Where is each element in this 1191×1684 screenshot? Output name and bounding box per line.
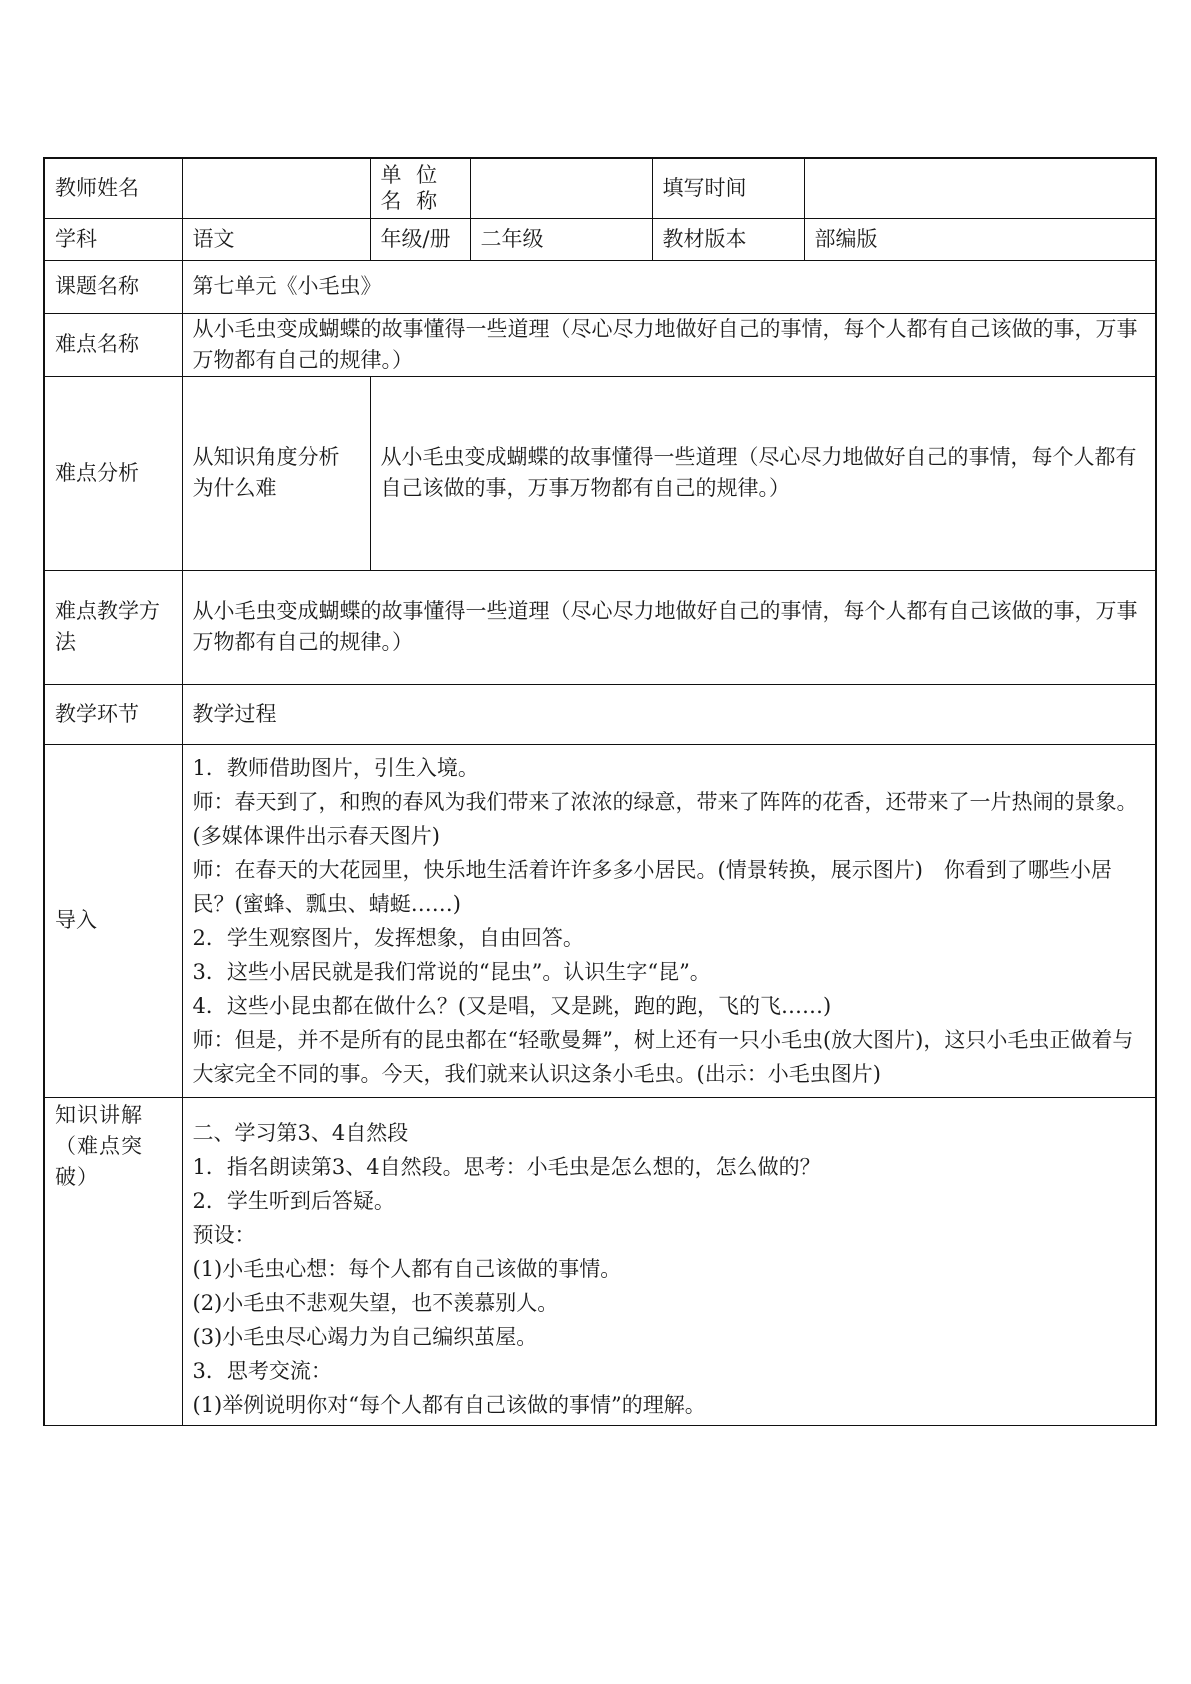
unit-name-value [470, 158, 652, 218]
topic-row [44, 260, 1156, 313]
intro-line: 师：在春天的大花园里，快乐地生活着许许多多小居民。(情景转换，展示图片) 你看到了哪些小居民？(蜜蜂、瓢虫、蜻蜓……) [192, 857, 1112, 916]
intro-row [44, 744, 1156, 1097]
analysis-row [44, 376, 1156, 570]
teacher-name-label: 教师姓名 [44, 158, 182, 218]
intro-line: 师：但是，并不是所有的昆虫都在“轻歌曼舞”，树上还有一只小毛虫(放大图片)，这只小毛虫正做着与大家完全不同的事。今天，我们就来认识这条小毛虫。(出示：小毛虫图片) [192, 1027, 1134, 1086]
section-header-row [44, 684, 1156, 744]
fill-time-label: 填写时间 [652, 158, 804, 218]
analysis-sub-label: 从知识角度分析为什么难 [182, 376, 370, 570]
lesson-plan-table [43, 157, 1157, 1426]
grade-label: 年级/册 [370, 218, 470, 260]
intro-line: 1．教师借助图片，引生入境。 [192, 755, 479, 780]
unit-name-label: 单 位 名 称 [370, 158, 470, 218]
intro-content [182, 744, 1156, 1097]
knowledge-row [44, 1097, 1156, 1425]
knowledge-line: (2)小毛虫不悲观失望，也不羡慕别人。 [192, 1290, 559, 1315]
knowledge-line: 预设： [192, 1222, 256, 1247]
analysis-value: 从小毛虫变成蝴蝶的故事懂得一些道理（尽心尽力地做好自己的事情，每个人都有自己该做的事，万事万物都有自己的规律。） [370, 376, 1156, 570]
header-row-2 [44, 218, 1156, 260]
teacher-name-value [182, 158, 370, 218]
subject-value: 语文 [182, 218, 370, 260]
edition-value: 部编版 [804, 218, 1156, 260]
knowledge-line: 2．学生听到后答疑。 [192, 1188, 395, 1213]
method-label: 难点教学方法 [44, 570, 182, 684]
difficulty-label: 难点名称 [44, 313, 182, 376]
knowledge-spacer [193, 1098, 1146, 1116]
edition-label: 教材版本 [652, 218, 804, 260]
subject-label: 学科 [44, 218, 182, 260]
knowledge-content [182, 1097, 1156, 1425]
section-label: 教学环节 [44, 684, 182, 744]
topic-label: 课题名称 [44, 260, 182, 313]
method-value: 从小毛虫变成蝴蝶的故事懂得一些道理（尽心尽力地做好自己的事情，每个人都有自己该做的事，万事万物都有自己的规律。） [182, 570, 1156, 684]
knowledge-line: (1)小毛虫心想：每个人都有自己该做的事情。 [192, 1256, 622, 1281]
knowledge-label: 知识讲解（难点突破） [44, 1097, 182, 1425]
grade-value: 二年级 [470, 218, 652, 260]
difficulty-row [44, 313, 1156, 376]
knowledge-line: 3．思考交流： [192, 1358, 332, 1383]
method-row [44, 570, 1156, 684]
analysis-label: 难点分析 [44, 376, 182, 570]
fill-time-value [804, 158, 1156, 218]
intro-line: 2．学生观察图片，发挥想象，自由回答。 [192, 925, 584, 950]
knowledge-line: 二、学习第3、4自然段 [192, 1120, 409, 1145]
intro-line: 3．这些小居民就是我们常说的“昆虫”。认识生字“昆”。 [192, 959, 711, 984]
difficulty-value: 从小毛虫变成蝴蝶的故事懂得一些道理（尽心尽力地做好自己的事情，每个人都有自己该做的事，万事万物都有自己的规律。） [182, 313, 1156, 376]
knowledge-line: (3)小毛虫尽心竭力为自己编织茧屋。 [192, 1324, 538, 1349]
topic-value: 第七单元《小毛虫》 [182, 260, 1156, 313]
intro-line: 师：春天到了，和煦的春风为我们带来了浓浓的绿意，带来了阵阵的花香，还带来了一片热闹的景象。(多媒体课件出示春天图片) [192, 789, 1138, 848]
section-value: 教学过程 [182, 684, 1156, 744]
intro-line: 4．这些小昆虫都在做什么？(又是唱，又是跳，跑的跑，飞的飞……) [192, 993, 832, 1018]
intro-label: 导入 [44, 744, 182, 1097]
header-row-1 [44, 158, 1156, 218]
knowledge-line: (1)举例说明你对“每个人都有自己该做的事情”的理解。 [192, 1392, 706, 1417]
knowledge-line: 1．指名朗读第3、4自然段。思考：小毛虫是怎么想的，怎么做的？ [192, 1154, 821, 1179]
